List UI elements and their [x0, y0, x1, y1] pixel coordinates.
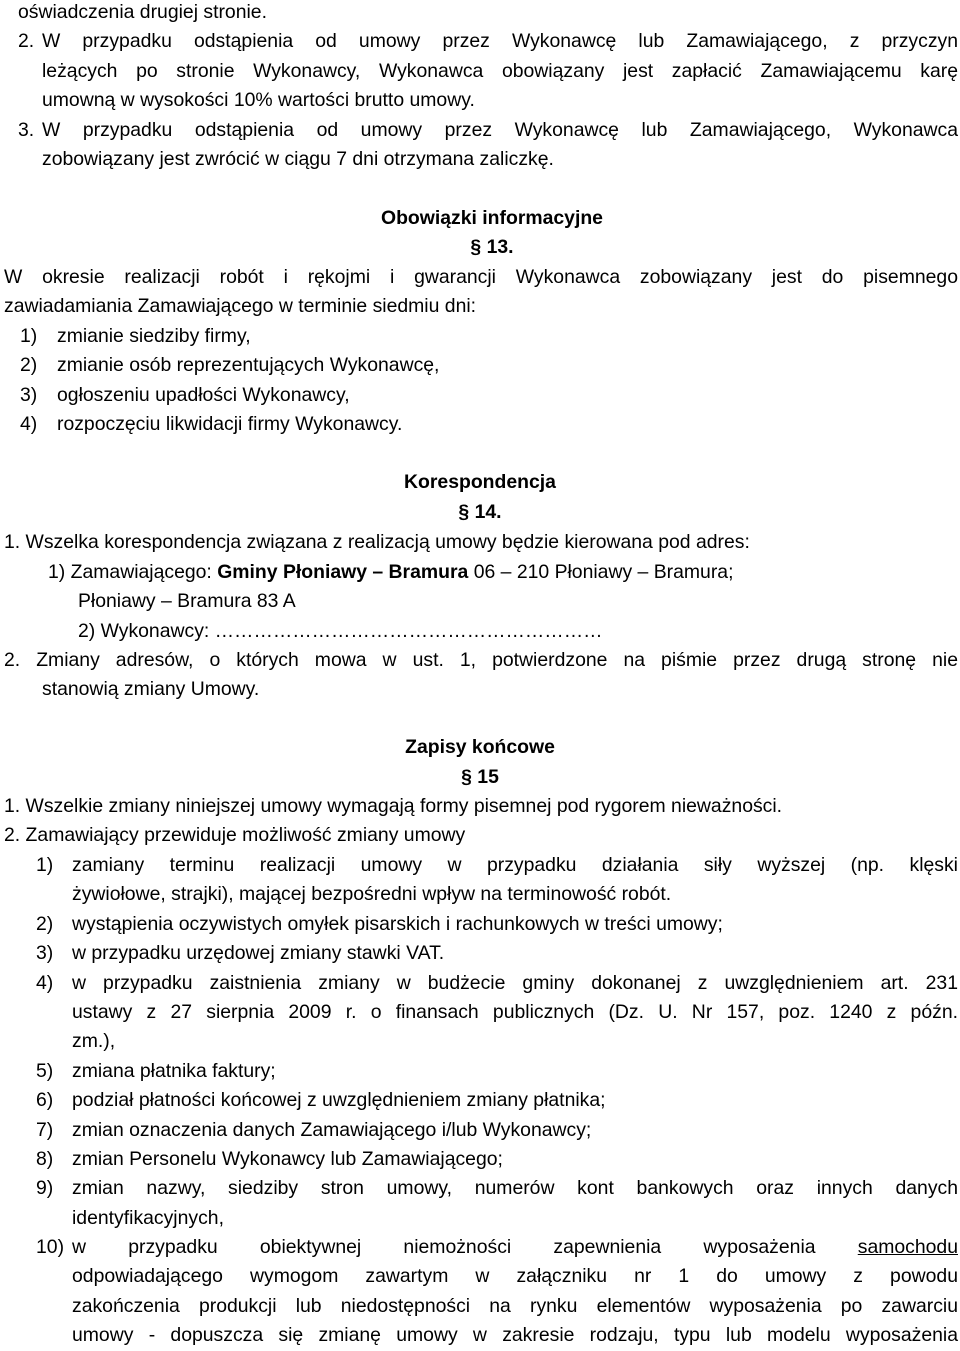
- list-item: zmian Personelu Wykonawcy lub Zamawiającego;: [72, 1148, 503, 1170]
- address-rest: 06 – 210 Płoniawy – Bramura;: [468, 561, 734, 583]
- paragraph-line: zobowiązany jest zwrócić w ciągu 7 dni otrzymana zaliczkę.: [42, 148, 554, 170]
- paragraph-line: W przypadku odstąpienia od umowy przez Wykonawcę lub Zamawiającego, Wykonawca: [42, 119, 958, 141]
- address-line: [48, 558, 733, 588]
- list-number: 2.: [18, 30, 35, 52]
- paragraph-line: 2. Zamawiający przewiduje możliwość zmiany umowy: [4, 824, 466, 846]
- list-number: 2): [20, 354, 38, 376]
- list-number: 3): [36, 942, 54, 964]
- address-label: 1) Zamawiającego:: [48, 561, 218, 583]
- section-paragraph-number: § 14.: [458, 501, 502, 523]
- paragraph-line: umowną w wysokości 10% wartości brutto umowy.: [42, 89, 475, 111]
- section-title: Obowiązki informacyjne: [381, 207, 603, 229]
- list-number: 8): [36, 1148, 54, 1170]
- list-number: 10): [36, 1236, 65, 1258]
- list-item: odpowiadającego wymogom zawartym w załączniku nr 1 do umowy z powodu: [72, 1265, 958, 1287]
- list-number: 1): [20, 325, 38, 347]
- carryover-text: oświadczenia drugiej stronie.: [18, 1, 267, 23]
- paragraph-line: stanowią zmiany Umowy.: [42, 678, 260, 700]
- list-item: ustawy z 27 sierpnia 2009 r. o finansach publicznych (Dz. U. Nr 157, poz. 1240 z późn.: [72, 1001, 958, 1023]
- list-item: wystąpienia oczywistych omyłek pisarskich i rachunkowych w treści umowy;: [72, 913, 723, 935]
- address-line: 2) Wykonawcy: ……………………………………………………: [78, 620, 603, 642]
- list-item: identyfikacyjnych,: [72, 1207, 224, 1229]
- paragraph-line: 1. Wszelka korespondencja związana z realizacją umowy będzie kierowana pod adres:: [4, 531, 750, 553]
- underlined-word: samochodu: [857, 1236, 958, 1258]
- list-item: w przypadku zaistnienia zmiany w budżecie gminy dokonanej z uwzględnieniem art. 231: [72, 972, 958, 994]
- list-item: zmian nazwy, siedziby stron umowy, numerów kont bankowych oraz innych danych: [72, 1177, 958, 1199]
- list-number: 3.: [18, 119, 35, 141]
- list-item: żywiołowe, strajki), mającej bezpośredni wpływ na terminowość robót.: [72, 883, 672, 905]
- list-number: 1): [36, 854, 54, 876]
- section-paragraph-number: § 15: [461, 766, 499, 788]
- paragraph-line: W przypadku odstąpienia od umowy przez Wykonawcę lub Zamawiającego, z przyczyn: [42, 30, 958, 52]
- list-number: 7): [36, 1119, 54, 1141]
- list-item: zamiany terminu realizacji umowy w przypadku działania siły wyższej (np. klęski: [72, 854, 958, 876]
- list-item-text: w przypadku obiektywnej niemożności zapewnienia wyposażenia: [72, 1236, 858, 1258]
- list-item: umowy - dopuszcza się zmianę umowy w zakresie rodzaju, typu lub modelu wyposażenia: [72, 1324, 958, 1346]
- list-item: zakończenia produkcji lub niedostępności na rynku elementów wyposażenia po zawarciu: [72, 1295, 958, 1317]
- address-name: Gminy Płoniawy – Bramura: [217, 561, 469, 583]
- list-item: w przypadku urzędowej zmiany stawki VAT.: [72, 942, 445, 964]
- list-number: 9): [36, 1177, 54, 1199]
- list-item: zmian oznaczenia danych Zamawiającego i/lub Wykonawcy;: [72, 1119, 592, 1141]
- section-title: Korespondencja: [404, 471, 556, 493]
- list-item: zm.),: [72, 1030, 116, 1052]
- section-title: Zapisy końcowe: [405, 736, 555, 758]
- paragraph-line: 2. Zmiany adresów, o których mowa w ust. 1, potwierdzone na piśmie przez drugą stronę nie: [4, 649, 958, 671]
- list-number: 5): [36, 1060, 54, 1082]
- list-item: rozpoczęciu likwidacji firmy Wykonawcy.: [57, 413, 403, 435]
- paragraph-line: 1. Wszelkie zmiany niniejszej umowy wymagają formy pisemnej pod rygorem nieważności.: [4, 795, 783, 817]
- list-number: 2): [36, 913, 54, 935]
- list-number: 4): [36, 972, 54, 994]
- list-item: [72, 1233, 958, 1263]
- list-item: podział płatności końcowej z uwzględnieniem zmiany płatnika;: [72, 1089, 606, 1111]
- section-paragraph-number: § 13.: [470, 236, 514, 258]
- list-item: zmianie osób reprezentujących Wykonawcę,: [57, 354, 440, 376]
- address-line: Płoniawy – Bramura 83 A: [78, 590, 296, 612]
- paragraph-line: leżących po stronie Wykonawcy, Wykonawca obowiązany jest zapłacić Zamawiającemu karę: [42, 60, 958, 82]
- list-item: ogłoszeniu upadłości Wykonawcy,: [57, 384, 350, 406]
- list-number: 3): [20, 384, 38, 406]
- paragraph-line: zawiadamiania Zamawiającego w terminie siedmiu dni:: [4, 295, 477, 317]
- list-item: zmiana płatnika faktury;: [72, 1060, 276, 1082]
- list-item: zmianie siedziby firmy,: [57, 325, 251, 347]
- list-number: 6): [36, 1089, 54, 1111]
- paragraph-line: W okresie realizacji robót i rękojmi i gwarancji Wykonawca zobowiązany jest do pisemnego: [4, 266, 958, 288]
- list-number: 4): [20, 413, 38, 435]
